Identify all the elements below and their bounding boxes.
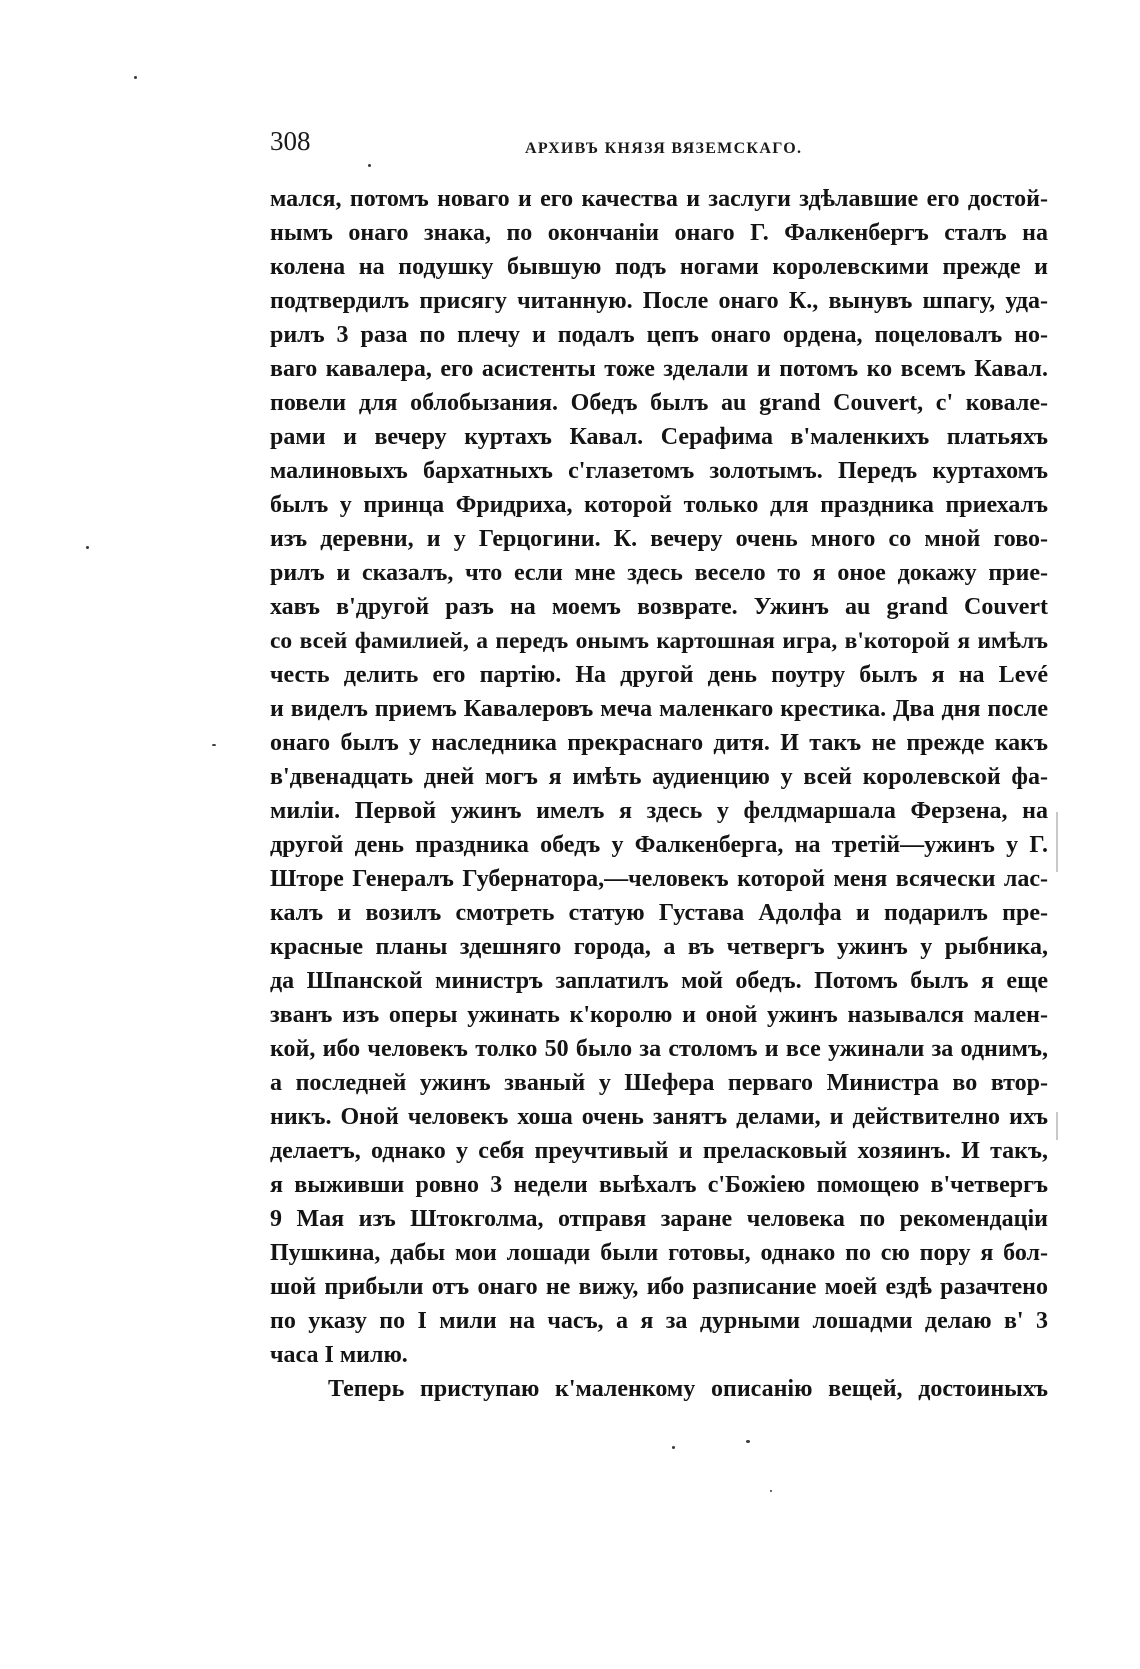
text-line: другой день праздника обедъ у Фалкенберга, на третій—ужинъ у Г. xyxy=(270,832,1048,858)
scan-speck xyxy=(86,546,89,549)
text-line: 9 Мая изъ Штокголма, отправя заране человека по рекомендаціи xyxy=(270,1206,1048,1232)
text-line: ваго кавалера, его асистенты тоже зделали и потомъ ко всемъ Кавал. xyxy=(270,356,1048,382)
text-line: рилъ и сказалъ, что если мне здесь весело то я оное докажу прие- xyxy=(270,560,1048,586)
scan-speck xyxy=(212,744,216,746)
text-line: изъ деревни, и у Герцогини. К. вечеру очень много со мной гово- xyxy=(270,526,1048,552)
text-line: хавъ в'другой разъ на моемъ возврате. Ужинъ au grand Couvert xyxy=(270,594,1048,620)
scan-speck xyxy=(770,1490,772,1492)
scan-speck xyxy=(672,1446,675,1449)
text-line: колена на подушку бывшую подъ ногами королевскими прежде и xyxy=(270,254,1048,280)
text-line-paragraph-start: Теперь приступаю к'маленкому описанію вещей, достоиныхъ xyxy=(328,1376,1048,1402)
text-line: да Шпанской министръ заплатилъ мой обедъ. Потомъ былъ я еще xyxy=(270,968,1048,994)
scan-speck xyxy=(134,76,137,79)
body-text xyxy=(270,182,1048,1406)
text-line: повели для облобызания. Обедъ былъ au grand Couvert, с' ковале- xyxy=(270,390,1048,416)
text-line: кой, ибо человекъ толко 50 было за столомъ и все ужинали за однимъ, xyxy=(270,1036,1048,1062)
scan-edge-mark xyxy=(1056,812,1058,872)
text-line: рами и вечеру куртахъ Кавал. Серафима в'маленкихъ платьяхъ xyxy=(270,424,1048,450)
text-line: а последней ужинъ званый у Шефера перваго Министра во втор- xyxy=(270,1070,1048,1096)
text-line: в'двенадцать дней могъ я имѣть аудиенцию у всей королевской фа- xyxy=(270,764,1048,790)
text-line: делаетъ, однако у себя преучтивый и преласковый хозяинъ. И такъ, xyxy=(270,1138,1048,1164)
text-line: я выживши ровно 3 недели выѣхалъ с'Божіею помощею в'четвергъ xyxy=(270,1172,1048,1198)
text-line: честь делить его партію. На другой день поутру былъ я на Levé xyxy=(270,662,1048,688)
text-line: никъ. Оной человекъ хоша очень занятъ делами, и действително ихъ xyxy=(270,1104,1048,1130)
text-line: со всей фамилией, а передъ онымъ картошная игра, в'которой я имѣлъ xyxy=(270,628,1048,654)
text-line-paragraph-end: часа I милю. xyxy=(270,1342,408,1368)
text-line: калъ и возилъ смотреть статую Густава Адолфа и подарилъ пре- xyxy=(270,900,1048,926)
text-line: мался, потомъ новаго и его качества и заслуги здѣлавшие его достой- xyxy=(270,186,1048,212)
text-line: шой прибыли отъ онаго не вижу, ибо разписание моей ездѣ разачтено xyxy=(270,1274,1048,1300)
page-header xyxy=(270,126,1048,166)
text-line: милiи. Первой ужинъ имелъ я здесь у фелдмаршала Ферзена, на xyxy=(270,798,1048,824)
page-number: 308 xyxy=(270,126,311,156)
running-title: АРХИВЪ КНЯЗЯ ВЯЗЕМСКАГО. xyxy=(525,140,803,157)
text-line: красные планы здешняго города, а въ четвергъ ужинъ у рыбника, xyxy=(270,934,1048,960)
text-line: нымъ онаго знака, по окончаніи онаго Г. Фалкенбергъ сталъ на xyxy=(270,220,1048,246)
text-line: былъ у принца Фридриха, которой только для праздника приехалъ xyxy=(270,492,1048,518)
scan-edge-mark xyxy=(1056,1112,1058,1140)
text-line: и виделъ приемъ Кавалеровъ меча маленкаго крестика. Два дня после xyxy=(270,696,1048,722)
scan-speck xyxy=(746,1440,750,1443)
text-line: Шторе Генералъ Губернатора,—человекъ которой меня всячески лас- xyxy=(270,866,1048,892)
text-line: подтвердилъ присягу читанную. После онаго К., вынувъ шпагу, уда- xyxy=(270,288,1048,314)
text-line: Пушкина, дабы мои лошади были готовы, однако по сю пору я бол- xyxy=(270,1240,1048,1266)
scan-speck xyxy=(368,164,371,167)
text-line: по указу по I мили на часъ, а я за дурными лошадми делаю в' 3 xyxy=(270,1308,1048,1334)
text-line: онаго былъ у наследника прекраснаго дитя. И такъ не прежде какъ xyxy=(270,730,1048,756)
text-line: малиновыхъ бархатныхъ с'глазетомъ золотымъ. Передъ куртахомъ xyxy=(270,458,1048,484)
text-line: рилъ 3 раза по плечу и подалъ цепъ онаго ордена, поцеловалъ но- xyxy=(270,322,1048,348)
text-line: званъ изъ оперы ужинать к'королю и оной ужинъ назывался мален- xyxy=(270,1002,1048,1028)
